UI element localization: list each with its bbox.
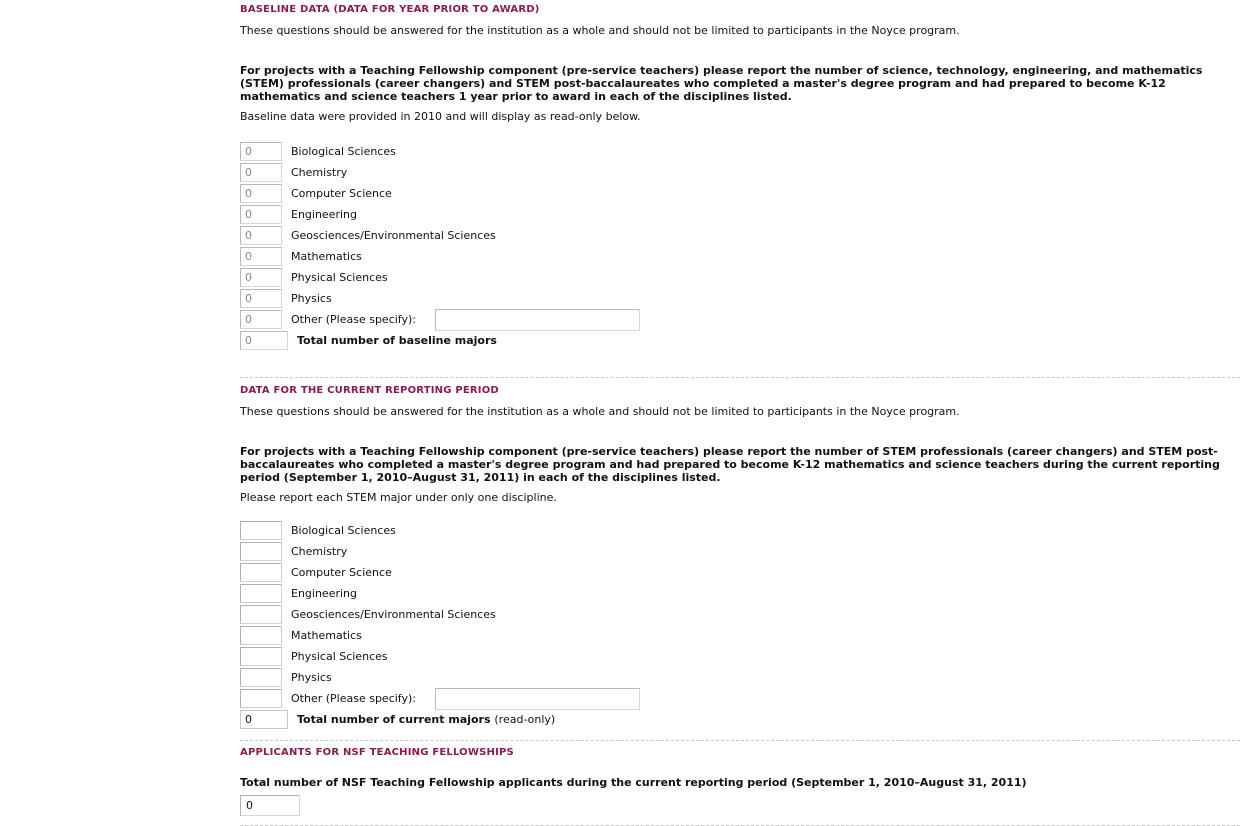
current-physics-input[interactable] (240, 668, 282, 687)
baseline-row-computer-science (240, 184, 940, 205)
current-physical-sciences-input[interactable] (240, 647, 282, 666)
baseline-engineering-input[interactable] (240, 205, 282, 224)
baseline-row-mathematics (240, 247, 940, 268)
applicants-count-input[interactable] (240, 795, 300, 816)
current-row-chemistry (240, 542, 940, 563)
read-only-note: (read-only) (494, 713, 556, 726)
baseline-physics-label: Physics (291, 292, 332, 305)
baseline-total-row (240, 331, 940, 352)
baseline-physical-sciences-input[interactable] (240, 268, 282, 287)
baseline-other-label: Other (Please specify): (291, 313, 416, 326)
current-mathematics-input[interactable] (240, 626, 282, 645)
baseline-note: Baseline data were provided in 2010 and will display as read-only below. (240, 110, 641, 123)
applicants-section-title: APPLICANTS FOR NSF TEACHING FELLOWSHIPS (240, 747, 514, 758)
current-chemistry-label: Chemistry (291, 545, 348, 558)
current-other-input[interactable] (240, 689, 282, 708)
baseline-total-label: Total number of baseline majors (297, 334, 497, 347)
current-section-title: DATA FOR THE CURRENT REPORTING PERIOD (240, 385, 499, 396)
current-row-biological-sciences (240, 521, 940, 542)
current-row-computer-science (240, 563, 940, 584)
current-other-label: Other (Please specify): (291, 692, 416, 705)
baseline-mathematics-input[interactable] (240, 247, 282, 266)
baseline-total-input[interactable] (240, 331, 288, 350)
baseline-biological-sciences-label: Biological Sciences (291, 145, 396, 158)
current-instruction: For projects with a Teaching Fellowship component (pre-service teachers) please report the number of STEM professionals (career changers) and STEM post-baccalaureates who completed a master's degree program and had prepared to become K-12 mathematics and science teachers during the current reporting period (September 1, 2010–August 31, 2011) in each of the disciplines listed. (240, 445, 1220, 484)
current-chemistry-input[interactable] (240, 542, 282, 561)
current-intro: These questions should be answered for the institution as a whole and should not be limited to participants in the Noyce program. (240, 405, 960, 418)
baseline-row-other (240, 310, 940, 331)
baseline-section-title: BASELINE DATA (DATA FOR YEAR PRIOR TO AWARD) (240, 4, 540, 15)
baseline-chemistry-label: Chemistry (291, 166, 348, 179)
current-computer-science-input[interactable] (240, 563, 282, 582)
baseline-chemistry-input[interactable] (240, 163, 282, 182)
baseline-other-specify-field[interactable] (435, 309, 640, 331)
baseline-row-physical-sciences (240, 268, 940, 289)
applicants-question: Total number of NSF Teaching Fellowship applicants during the current reporting period (September 1, 2010–August 31, 2011) (240, 776, 1027, 789)
baseline-geosciences-label: Geosciences/Environmental Sciences (291, 229, 496, 242)
current-geosciences-label: Geosciences/Environmental Sciences (291, 608, 496, 621)
baseline-row-chemistry (240, 163, 940, 184)
baseline-instruction: For projects with a Teaching Fellowship component (pre-service teachers) please report the number of science, technology, engineering, and mathematics (STEM) professionals (career changers) and STEM post-baccalaureates who completed a master's degree program and had prepared to become K-12 mathematics and science teachers 1 year prior to award in each of the disciplines listed. (240, 64, 1203, 103)
current-total-label-text: Total number of current majors (297, 713, 491, 726)
current-row-geosciences (240, 605, 940, 626)
current-total-input[interactable] (240, 710, 288, 729)
current-mathematics-label: Mathematics (291, 629, 362, 642)
section-divider (240, 377, 1240, 378)
current-computer-science-label: Computer Science (291, 566, 392, 579)
baseline-engineering-label: Engineering (291, 208, 357, 221)
baseline-other-input[interactable] (240, 310, 282, 329)
baseline-physics-input[interactable] (240, 289, 282, 308)
current-physical-sciences-label: Physical Sciences (291, 650, 388, 663)
current-total-label (297, 713, 555, 726)
current-geosciences-input[interactable] (240, 605, 282, 624)
baseline-geosciences-input[interactable] (240, 226, 282, 245)
baseline-row-physics (240, 289, 940, 310)
current-row-physics (240, 668, 940, 689)
baseline-biological-sciences-input[interactable] (240, 142, 282, 161)
baseline-mathematics-label: Mathematics (291, 250, 362, 263)
baseline-physical-sciences-label: Physical Sciences (291, 271, 388, 284)
current-note: Please report each STEM major under only one discipline. (240, 491, 557, 504)
baseline-row-geosciences (240, 226, 940, 247)
current-engineering-label: Engineering (291, 587, 357, 600)
current-row-other (240, 689, 940, 710)
baseline-computer-science-label: Computer Science (291, 187, 392, 200)
current-other-specify-field[interactable] (435, 688, 640, 710)
baseline-row-biological-sciences (240, 142, 940, 163)
section-divider (240, 740, 1240, 741)
current-physics-label: Physics (291, 671, 332, 684)
baseline-row-engineering (240, 205, 940, 226)
current-engineering-input[interactable] (240, 584, 282, 603)
current-biological-sciences-label: Biological Sciences (291, 524, 396, 537)
current-row-mathematics (240, 626, 940, 647)
current-row-engineering (240, 584, 940, 605)
baseline-computer-science-input[interactable] (240, 184, 282, 203)
baseline-intro: These questions should be answered for the institution as a whole and should not be limited to participants in the Noyce program. (240, 24, 960, 37)
current-total-row (240, 710, 940, 731)
current-row-physical-sciences (240, 647, 940, 668)
current-biological-sciences-input[interactable] (240, 521, 282, 540)
